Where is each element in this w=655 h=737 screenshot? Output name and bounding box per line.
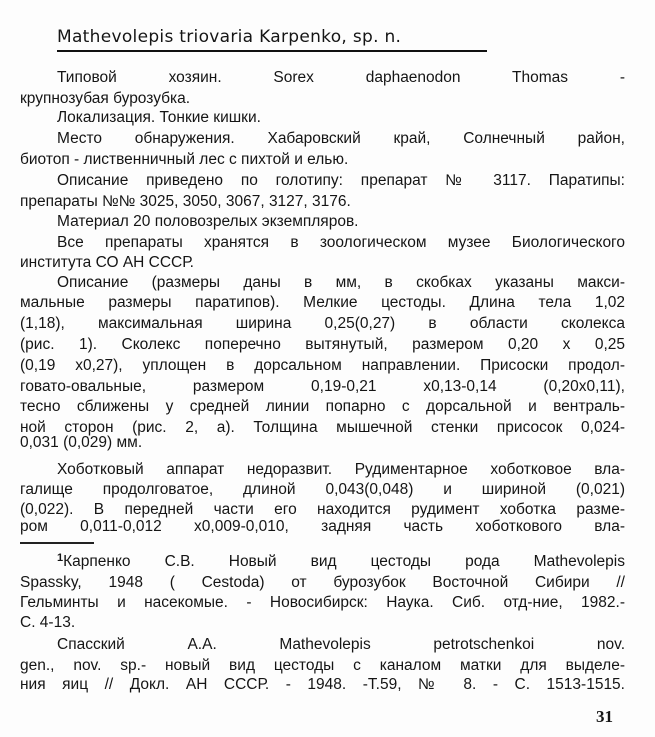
footnote-line: С. 4-13. [20,614,76,631]
text-line: Место обнаружения. Хабаровский край, Солнечный район, [57,130,625,147]
page-number: 31 [596,707,613,726]
text-line: тесно сближены у средней линии попарно с дорсальной и вентраль- [20,398,625,415]
text-line: института СО АН СССР. [20,254,194,271]
footnote-line: Спасский А.А. Mathevolepis petrotschenkoi nov. [57,636,625,653]
text-line: мальные размеры паратипов). Мелкие цестоды. Длина тела 1,02 [20,294,625,311]
footnote-line: gen., nov. sp.- новый вид цестоды с каналом матки для выделе- [20,657,625,674]
text-line: (1,18), максимальная ширина 0,25(0,27) в области сколекса [20,315,625,332]
text-line: ром 0,011-0,012 x0,009-0,010, задняя часть хоботкового вла- [20,518,625,535]
text-line: (рис. 1). Сколекс поперечно вытянутый, размером 0,20 x 0,25 [20,336,625,353]
footnote-line: Spassky, 1948 ( Cestoda) от бурозубок Восточной Сибири // [20,574,625,591]
text-line: Хоботковый аппарат недоразвит. Рудиментарное хоботковое вла- [57,461,625,478]
text-line: препараты №№ 3025, 3050, 3067, 3127, 3176. [20,193,351,210]
text-line: крупнозубая бурозубка. [20,90,191,107]
text-line: ной сторон (рис. 2, а). Толщина мышечной стенки присосок 0,024- [20,419,625,436]
text-line: (0,022). В передней части его находится рудимент хоботка разме- [20,501,625,518]
footnote-marker: 1 [57,552,64,564]
footnote-line: ния яиц // Докл. АН СССР. - 1948. -Т.59, № 8. - С. 1513-1515. [20,676,625,693]
footnote-separator [20,542,94,544]
footnote-text: Карпенко С.В. Новый вид цестоды рода Mathevolepis [63,553,625,570]
text-line: Материал 20 половозрелых экземпляров. [57,213,359,230]
text-line: биотоп - лиственничный лес с пихтой и елью. [20,151,349,168]
footnote-line: Гельминты и насекомые. - Новосибирск: Наука. Сиб. отд-ние, 1982.- [20,594,625,611]
text-line: галище продолговатое, длиной 0,043(0,048) и шириной (0,021) [20,481,625,498]
text-line: 0,031 (0,029) мм. [20,434,143,451]
text-line: Типовой хозяин. Sorex daphaenodon Thomas - [57,69,625,86]
text-line: Описание приведено по голотипу: препарат № 3117. Паратипы: [57,172,625,189]
species-title: Mathevolepis triovaria Karpenko, sp. n. [57,27,487,52]
text-line: Описание (размеры даны в мм, в скобках указаны макси- [57,274,625,291]
text-line: говато-овальные, размером 0,19-0,21 x0,13-0,14 (0,20x0,11), [20,378,625,395]
footnote-line [57,552,625,572]
text-line: Все препараты хранятся в зоологическом музее Биологического [57,234,625,251]
text-line: (0,19 x0,27), уплощен в дорсальном направлении. Присоски продол- [20,357,625,374]
text-line: Локализация. Тонкие кишки. [57,109,261,126]
